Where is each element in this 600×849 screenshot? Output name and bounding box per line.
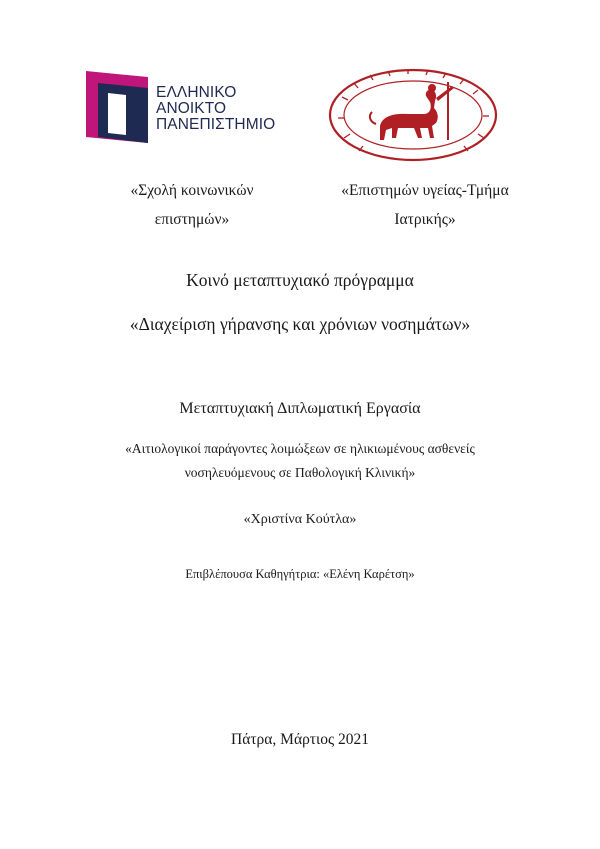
department-left-line1: «Σχολή κοινωνικών bbox=[130, 182, 254, 199]
department-right-line1: «Επιστημών υγείας-Τμήμα bbox=[341, 182, 509, 199]
place-date: Πάτρα, Μάρτιος 2021 bbox=[231, 731, 369, 748]
department-left-line2: επιστημών» bbox=[154, 211, 230, 228]
program-title: Κοινό μεταπτυχιακό πρόγραμμα bbox=[186, 270, 414, 290]
eap-logo-line1: ΕΛΛΗΝΙΚΟ bbox=[156, 84, 237, 101]
thesis-title bbox=[0, 437, 600, 485]
department-left bbox=[92, 176, 292, 234]
author-name: «Χριστίνα Κούτλα» bbox=[243, 512, 357, 527]
department-right-line2: Ιατρικής» bbox=[394, 211, 456, 228]
thesis-title-line2: νοσηλευόμενους σε Παθολογική Κλινική» bbox=[184, 465, 416, 480]
eap-logo-mark-icon bbox=[86, 71, 148, 143]
supervisor: Επιβλέπουσα Καθηγήτρια: «Ελένη Καρέτση» bbox=[185, 567, 415, 581]
thesis-type: Μεταπτυχιακή Διπλωματική Εργασία bbox=[179, 400, 421, 417]
centaur-seal-icon bbox=[328, 68, 498, 162]
eap-logo-text bbox=[156, 85, 275, 133]
thesis-title-line1: «Αιτιολογικοί παράγοντες λοιμώξεων σε ηλικιωμένους ασθενείς bbox=[125, 441, 475, 456]
eap-logo bbox=[86, 71, 286, 143]
program-name: «Διαχείριση γήρανσης και χρόνιων νοσημάτων» bbox=[129, 314, 471, 334]
eap-logo-line2: ΑΝΟΙΚΤΟ bbox=[156, 100, 227, 117]
department-right bbox=[300, 176, 550, 234]
eap-logo-line3: ΠΑΝΕΠΙΣΤΗΜΙΟ bbox=[156, 116, 276, 133]
